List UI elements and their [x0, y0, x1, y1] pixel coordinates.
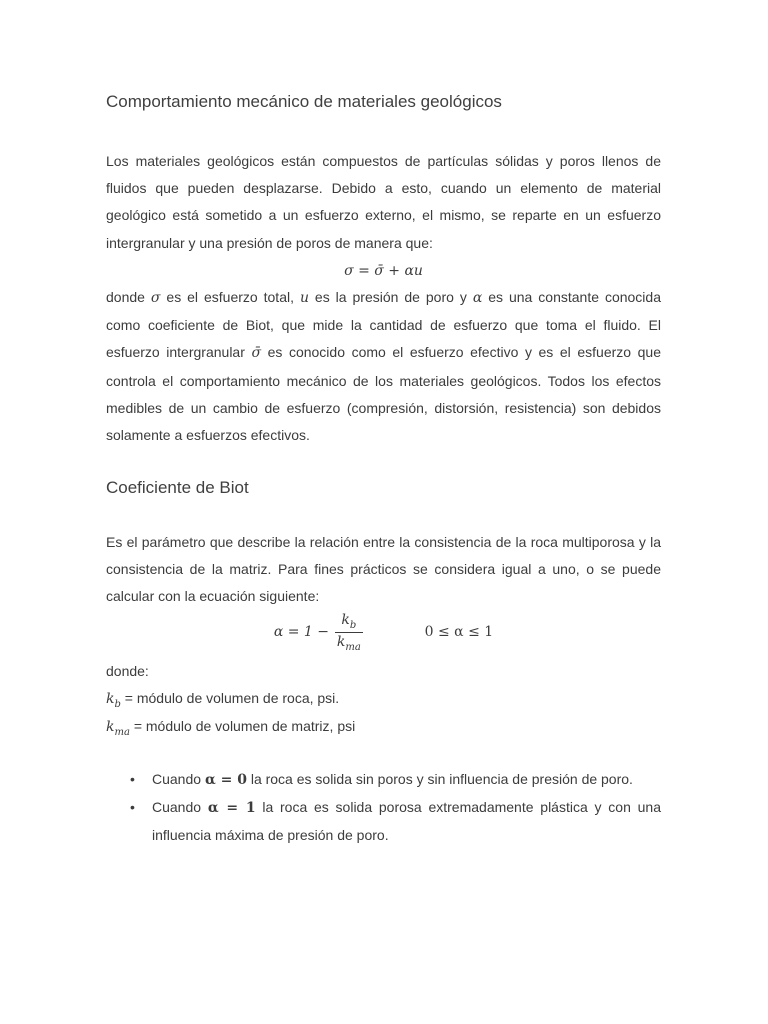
- alpha-cases-list: [106, 766, 661, 850]
- intro-paragraph: Los materiales geológicos están compuestos de partículas sólidas y poros llenos de fluidos que pueden desplazarse. Debido a esto, cuando un elemento de material geológico está sometido a un esfuerzo externo, el mismo, se reparte en un esfuerzo intergranular y una presión de poros de manera que:: [106, 153, 661, 251]
- alpha-symbol: α: [472, 290, 483, 306]
- range-condition: 0 ≤ α ≤ 1: [424, 624, 494, 640]
- equation-text: σ = σ̄ + αu: [344, 263, 423, 279]
- kb-symbol: $k_b$: [106, 691, 121, 710]
- definition-kb: [106, 690, 339, 710]
- effective-stress-equation: [106, 262, 661, 279]
- text-segment: la roca es solida porosa extremadamente plástica y con una influencia máxima de presión de poro.: [152, 799, 661, 844]
- alpha-zero: α = 0: [204, 772, 247, 788]
- text-segment: la roca es solida sin poros y sin influencia de presión de poro.: [246, 771, 633, 787]
- text-segment: es conocido como el esfuerzo efectivo y es el esfuerzo que controla el comportamiento mecánico de los materiales geológicos. Todos los efectos medibles de un cambio de esfuerzo (compresión, distorsión, resistencia) son debidos solamente a esfuerzos efectivos.: [106, 344, 661, 444]
- section-heading-biot: Coeficiente de Biot: [106, 478, 249, 497]
- fraction: [335, 612, 363, 653]
- kma-definition-text: = módulo de volumen de matriz, psi: [129, 718, 356, 734]
- fraction-denominator: $k_{ma}$: [336, 633, 361, 653]
- text-segment: Cuando: [152, 799, 208, 816]
- text-segment: donde: [106, 289, 151, 305]
- text-segment: es una constante conocida como coeficiente de Biot, que mide la cantidad de esfuerzo que toma el fluido. El esfuerzo intergranular: [106, 289, 661, 361]
- u-symbol: u: [299, 290, 309, 306]
- kma-symbol: $k_{ma}$: [106, 719, 130, 738]
- text-segment: es la presión de poro y: [308, 289, 473, 305]
- donde-label: donde:: [106, 663, 149, 679]
- definition-paragraph: [106, 284, 661, 449]
- bullet-icon: •: [130, 799, 135, 816]
- biot-equation: [106, 612, 661, 653]
- sigma-bar-symbol: σ̄: [251, 345, 262, 362]
- biot-paragraph: Es el parámetro que describe la relación entre la consistencia de la roca multiporosa y la consistencia de la matriz. Para fines prácticos se considera igual a uno, o se puede calcular con la ecuación siguiente:: [106, 534, 661, 605]
- equation-lhs: α = 1 −: [273, 624, 330, 640]
- alpha-one: α = 1: [207, 800, 256, 817]
- list-item: [106, 766, 661, 794]
- list-item: [106, 794, 661, 849]
- text-segment: Cuando: [152, 771, 205, 787]
- sigma-symbol: σ: [150, 290, 161, 306]
- fraction-numerator: $k_b$: [335, 612, 363, 633]
- definition-kma: [106, 718, 355, 738]
- text-segment: es el esfuerzo total,: [160, 289, 300, 305]
- document-title: Comportamiento mecánico de materiales geológicos: [106, 92, 502, 111]
- kb-definition-text: = módulo de volumen de roca, psi.: [120, 690, 340, 706]
- bullet-icon: •: [130, 771, 135, 787]
